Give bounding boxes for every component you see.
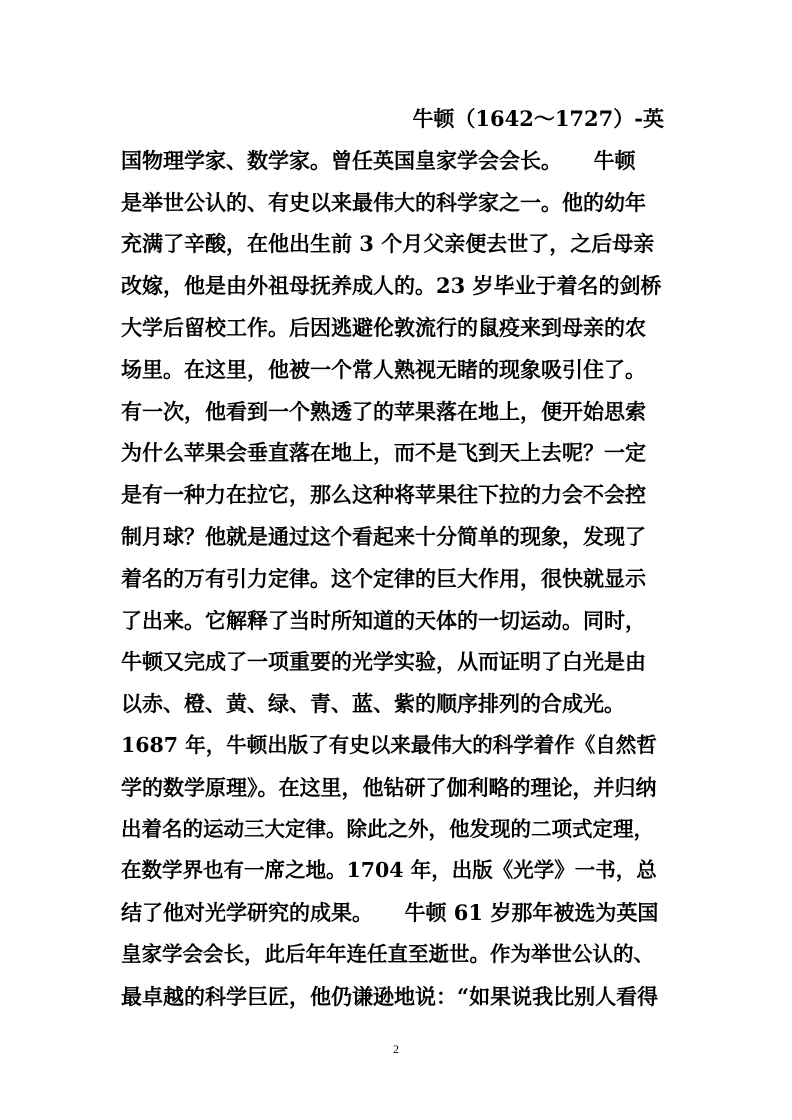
text-line-22: 最卓越的科学巨匠，他仍谦逊地说：“如果说我比别人看得 — [121, 983, 659, 1009]
text-line-16: 1687 年，牛顿出版了有史以来最伟大的科学着作《自然哲 — [121, 732, 657, 757]
text-line-15: 以赤、橙、黄、绿、青、蓝、紫的顺序排列的合成光。 — [121, 691, 625, 717]
text-line-5: 改嫁，他是由外祖母抚养成人的。23 岁毕业于着名的剑桥 — [121, 273, 662, 299]
text-line-1: 牛顿（1642～1727）-英 — [412, 106, 664, 131]
page-number: 2 — [393, 1042, 399, 1056]
text-line-11: 制月球？他就是通过这个看起来十分简单的现象，发现了 — [121, 523, 646, 549]
text-line-2: 国物理学家、数学家。曾任英国皇家学会会长。 牛顿 — [121, 147, 636, 173]
text-line-3: 是举世公认的、有史以来最伟大的科学家之一。他的幼年 — [121, 189, 646, 215]
text-line-7: 场里。在这里，他被一个常人熟视无睹的现象吸引住了。 — [121, 356, 646, 382]
text-line-13: 了出来。它解释了当时所知道的天体的一切运动。同时， — [121, 607, 646, 633]
text-line-10: 是有一种力在拉它，那么这种将苹果往下拉的力会不会控 — [121, 482, 646, 508]
text-line-14: 牛顿又完成了一项重要的光学实验，从而证明了白光是由 — [121, 649, 646, 675]
text-line-20: 结了他对光学研究的成果。 牛顿 61 岁那年被选为英国 — [121, 900, 659, 926]
text-line-21: 皇家学会会长，此后年年连任直至逝世。作为举世公认的、 — [121, 941, 654, 966]
text-line-6: 大学后留校工作。后因逃避伦敦流行的鼠疫来到母亲的农 — [121, 314, 646, 340]
body-text — [121, 98, 666, 1018]
text-line-4: 充满了辛酸，在他出生前 3 个月父亲便去世了，之后母亲 — [121, 231, 655, 257]
text-line-12: 着名的万有引力定律。这个定律的巨大作用，很快就显示 — [121, 565, 646, 591]
text-line-8: 有一次，他看到一个熟透了的苹果落在地上，便开始思索 — [121, 398, 646, 424]
text-line-9: 为什么苹果会垂直落在地上，而不是飞到天上去呢？一定 — [121, 440, 646, 466]
text-line-19: 在数学界也有一席之地。1704 年，出版《光学》一书，总 — [121, 858, 657, 883]
text-line-17: 学的数学原理》。在这里，他钻研了伽利略的理论，并归纳 — [121, 774, 657, 800]
text-line-18: 出着名的运动三大定律。除此之外，他发现的二项式定理， — [121, 816, 654, 841]
